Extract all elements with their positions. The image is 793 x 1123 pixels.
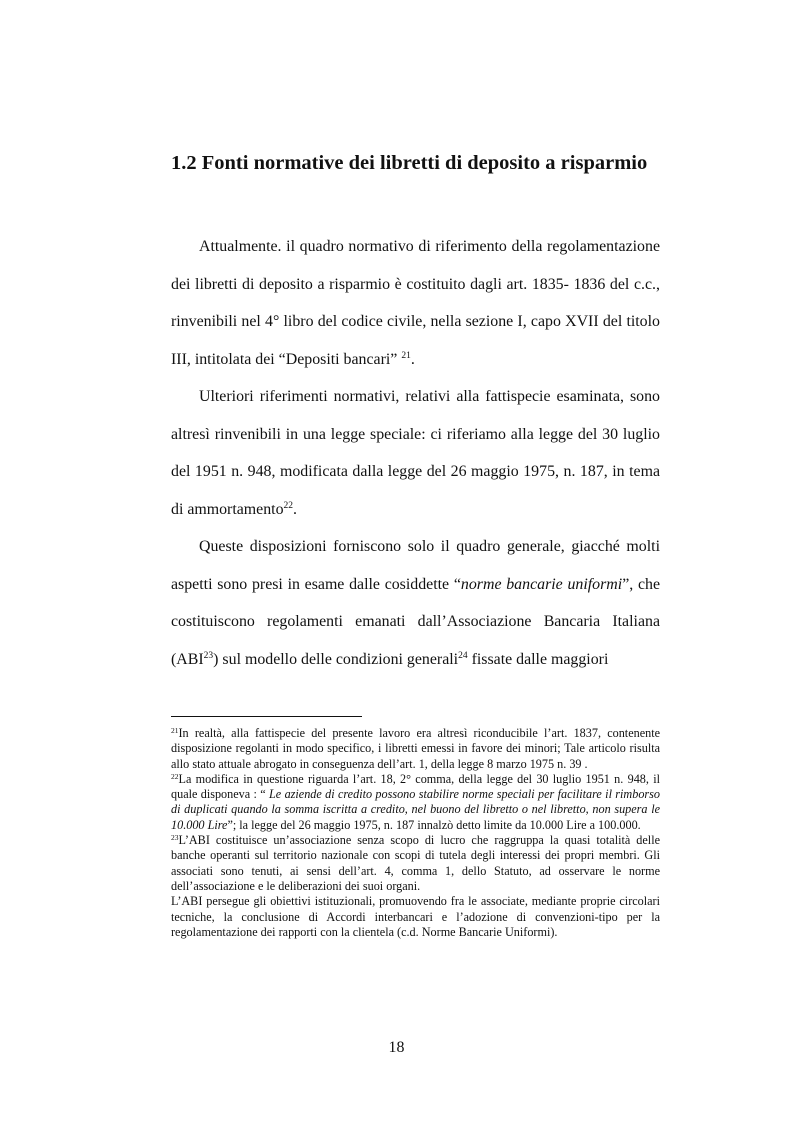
footnote-22 xyxy=(171,772,660,833)
footnote-21 xyxy=(171,726,660,772)
footnote-23-continued: L’ABI persegue gli obiettivi istituzionali, promuovendo fra le associate, mediante proprie circolari tecniche, la conclusione di Accordi interbancari e l’adozione di convenzioni-tipo per la regolamentazione dei rapporti con la clientela (c.d. Norme Bancarie Uniformi). xyxy=(171,894,660,939)
paragraph-1-text: Attualmente. il quadro normativo di riferimento della regolamentazione dei libretti di deposito a risparmio è costituito dagli art. 1835- 1836 del c.c., rinvenibili nel 4° libro del codice civile, nella sezione I, capo XVII del titolo III, intitolata dei “Depositi bancari” xyxy=(171,238,660,368)
paragraph-3-end: fissate dalle maggiori xyxy=(467,650,609,668)
footnote-22-quote: Le aziende di credito possono stabilire norme speciali per facilitare il rimborso di duplicati quando la somma iscritta a credito, nel buono del libretto o nel libretto, non supera le 10.000 Lire xyxy=(171,787,661,832)
footnote-23-text: L’ABI costituisce un’associazione senza scopo di lucro che raggruppa la quasi totalità delle banche operanti sul territorio nazionale con scopi di tutela degli interessi dei propri membri. Gli associati sono tenuti, ai sensi dell’art. 4, comma 1, dello Statuto, ad osservare le norme dell’associazione e le deliberazioni dei suoi organi. xyxy=(171,833,660,893)
footnote-ref-21[interactable]: 21 xyxy=(401,350,411,361)
footnote-21-number: 21 xyxy=(171,726,179,735)
footnote-22-end: ”; la legge del 26 maggio 1975, n. 187 innalzò detto limite da 10.000 Lire a 100.000. xyxy=(227,817,641,832)
paragraph-3 xyxy=(171,528,660,678)
page-number: 18 xyxy=(388,1039,405,1056)
footnote-ref-24[interactable]: 24 xyxy=(458,650,468,661)
footnotes xyxy=(171,726,660,940)
footnote-ref-22[interactable]: 22 xyxy=(283,500,294,511)
footnote-22-text: La modifica in questione riguarda l’art. 18, 2° comma, della legge del 30 luglio 1951 n. 948, il quale disponeva : “ xyxy=(171,771,660,802)
paragraph-3-middle: ”, che costituiscono regolamenti emanati dall’Associazione Bancaria Italiana (ABI xyxy=(171,575,661,668)
paragraph-1-end: . xyxy=(410,350,415,368)
footnote-23 xyxy=(171,833,660,894)
section-heading: 1.2 Fonti normative dei libretti di deposito a risparmio xyxy=(171,152,648,174)
body-text xyxy=(171,228,660,678)
footnote-divider xyxy=(171,716,362,717)
paragraph-2-text: Ulteriori riferimenti normativi, relativi alla fattispecie esaminata, sono altresì rinvenibili in una legge speciale: ci riferiamo alla legge del 30 luglio del 1951 n. 948, modificata dalla legge del 26 maggio 1975, n. 187, in tema di ammortamento xyxy=(171,388,660,518)
paragraph-1 xyxy=(171,228,660,378)
paragraph-2-end: . xyxy=(293,500,298,518)
footnote-21-text: In realtà, alla fattispecie del presente lavoro era altresì riconducibile l’art. 1837, contenente disposizione regolanti in modo specifico, i libretti emessi in favore dei minori; Tale articolo risulta allo stato attuale abrogato in conseguenza dell’art. 1, della legge 8 marzo 1975 n. 39 . xyxy=(171,726,660,771)
footnote-22-number: 22 xyxy=(171,771,179,781)
footnote-ref-23[interactable]: 23 xyxy=(203,650,214,661)
paragraph-3-cont: ) sul modello delle condizioni generali xyxy=(213,650,459,668)
paragraph-3-text: Queste disposizioni forniscono solo il quadro generale, giacché molti aspetti sono presi in esame dalle cosiddette “ xyxy=(171,538,660,593)
footnote-23-number: 23 xyxy=(171,833,179,843)
paragraph-2 xyxy=(171,378,660,528)
paragraph-3-italic: norme bancarie uniformi xyxy=(460,575,623,593)
